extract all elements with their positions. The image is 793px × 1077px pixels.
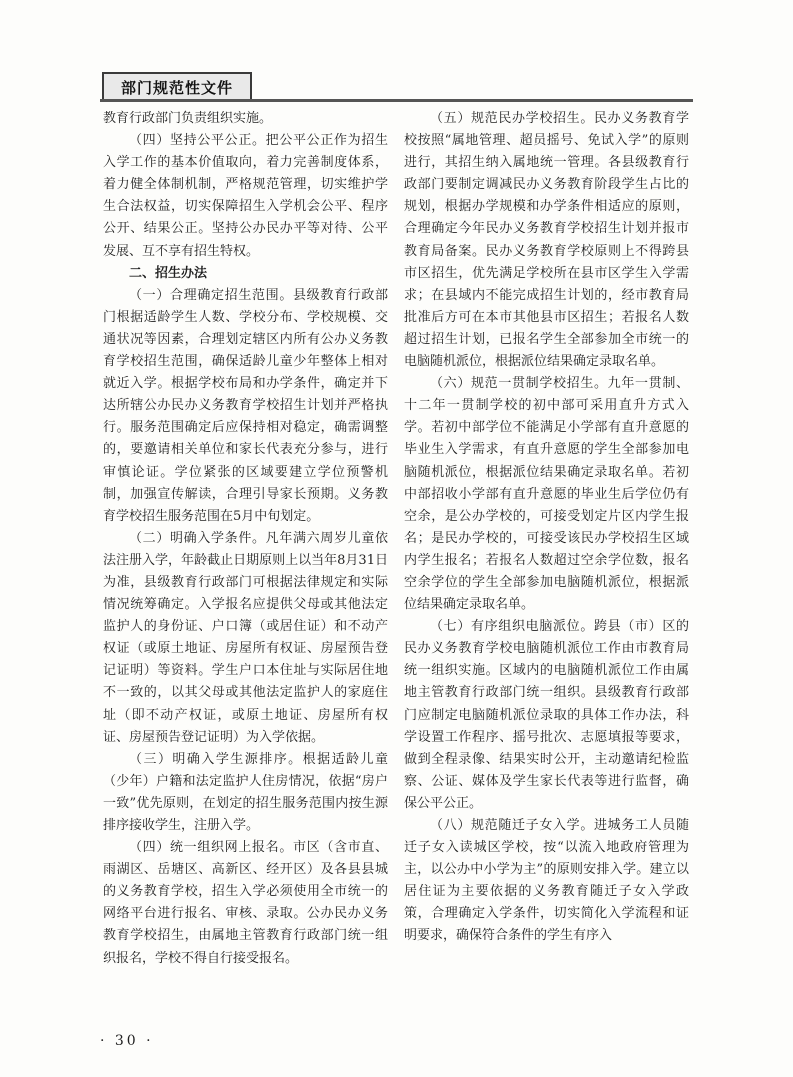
header-divider (100, 99, 693, 102)
section-heading: 二、招生办法 (129, 265, 208, 281)
section-title-tab (102, 72, 252, 100)
section-title: 部门规范性文件 (120, 78, 233, 97)
left-text-column (103, 108, 388, 970)
paragraph: （二）明确入学条件。凡年满六周岁儿童依法注册入学，年龄截止日期原则上以当年8月31日为准，县级教育行政部门可根据法律规定和实际情况统筹确定。入学报名应提供父母或其他法定监护人的身份证、户口簿（或居住证）和不动产权证（或原土地证、房屋所有权证、房屋预告登记证明）等资料。学生户口本住址与实际居住地不一致的，以其父母或其他法定监护人的家庭住址（即不动产权证，或原土地证、房屋所有权证、房屋预告登记证明）为入学依据。 (103, 530, 388, 745)
page-number: · 30 · (100, 1033, 154, 1049)
paragraph: （六）规范一贯制学校招生。九年一贯制、十二年一贯制学校的初中部可采用直升方式入学。若初中部学位不能满足小学部有直升意愿的毕业生入学需求，有直升意愿的学生全部参加电脑随机派位，根据派位结果确定录取名单。若初中部招收小学部有直升意愿的毕业生后学位仍有空余，是公办学校的，可接受划定片区内学生报名；是民办学校的，可接受该民办学校招生区域内学生报名；若报名人数超过空余学位数，报名空余学位的学生全部参加电脑随机派位，根据派位结果确定录取名单。 (404, 376, 689, 613)
paragraph: （四）统一组织网上报名。市区（含市直、雨湖区、岳塘区、高新区、经开区）及各县县城的义务教育学校，招生入学必须使用全市统一的网络平台进行报名、审核、录取。公办民办义务教育学校招生，由属地主管教育行政部门统一组织报名，学校不得自行接受报名。 (103, 840, 388, 966)
right-text-column (404, 108, 689, 948)
paragraph: （七）有序组织电脑派位。跨县（市）区的民办义务教育学校电脑随机派位工作由市教育局统一组织实施。区域内的电脑随机派位工作由属地主管教育行政部门统一组织。县级教育行政部门应制定电脑随机派位录取的具体工作办法，科学设置工作程序、摇号批次、志愿填报等要求，做到全程录像、结果实时公开，主动邀请纪检监察、公证、媒体及学生家长代表等进行监督，确保公平公正。 (404, 619, 689, 811)
paragraph: （八）规范随迁子女入学。进城务工人员随迁子女入读城区学校，按“以流入地政府管理为主，以公办中小学为主”的原则安排入学。建立以居住证为主要依据的义务教育随迁子女入学政策，合理确定入学条件，切实简化入学流程和证明要求，确保符合条件的学生有序入 (404, 818, 689, 944)
paragraph: （四）坚持公平公正。把公平公正作为招生入学工作的基本价值取向，着力完善制度体系，着力健全体制机制，严格规范管理，切实维护学生合法权益，切实保障招生入学机会公平、程序公开、结果公正。坚持公办民办平等对待、公平发展、互不享有招生特权。 (103, 133, 388, 259)
paragraph: （一）合理确定招生范围。县级教育行政部门根据适龄学生人数、学校分布、学校规模、交通状况等因素，合理划定辖区内所有公办义务教育学校招生范围，确保适龄儿童少年整体上相对就近入学。根据学校布局和办学条件，确定并下达所辖公办民办义务教育学校招生计划并严格执行。服务范围确定后应保持相对稳定，确需调整的，要邀请相关单位和家长代表充分参与，进行审慎论证。学位紧张的区域要建立学位预警机制，加强宣传解读，合理引导家长预期。义务教育学校招生服务范围在5月中旬划定。 (103, 287, 388, 524)
paragraph: 教育行政部门负责组织实施。 (103, 111, 273, 126)
paragraph: （五）规范民办学校招生。民办义务教育学校按照“属地管理、超员摇号、免试入学”的原则进行，其招生纳入属地统一管理。各县级教育行政部门要制定调减民办义务教育阶段学生占比的规划，根据办学规模和办学条件相适应的原则，合理确定今年民办义务教育学校招生计划并报市教育局备案。民办义务教育学校原则上不得跨县市区招生，优先满足学校所在县市区学生入学需求；在县域内不能完成招生计划的，经市教育局批准后方可在本市其他县市区招生；若报名人数超过招生计划，已报名学生全部参加全市统一的电脑随机派位，根据派位结果确定录取名单。 (404, 111, 689, 370)
paragraph: （三）明确入学生源排序。根据适龄儿童（少年）户籍和法定监护人住房情况，依据“房户一致”优先原则，在划定的招生服务范围内按生源排序接收学生，注册入学。 (103, 751, 388, 833)
